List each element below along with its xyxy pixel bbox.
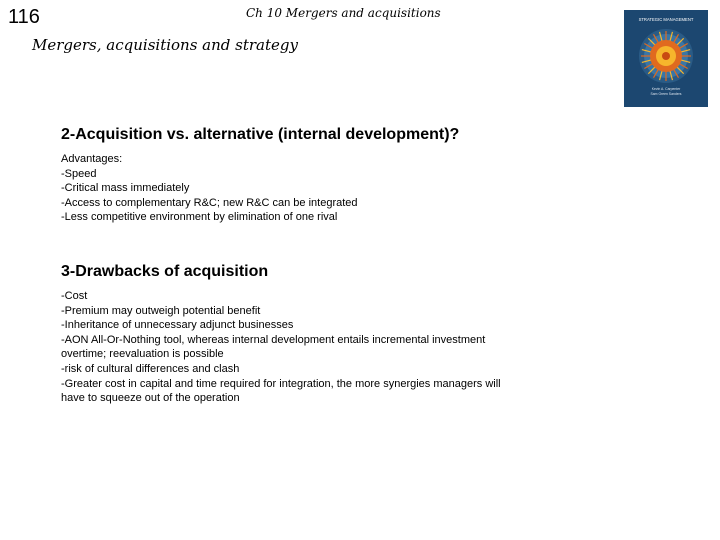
section-line: have to squeeze out of the operation: [61, 392, 240, 405]
section-line: -Cost: [61, 290, 88, 302]
section-line: Advantages:: [61, 153, 123, 165]
section-line: -Less competitive environment by elimination of one rival: [61, 211, 338, 224]
section-line: -Greater cost in capital and time required for integration, the more synergies managers will: [61, 377, 501, 390]
book-cover-image: [624, 10, 708, 107]
slide-title: Mergers, acquisitions and strategy: [32, 36, 298, 54]
sun-emblem-icon: [639, 29, 693, 83]
book-cover-author-1: Kevin A. Carpenter: [651, 87, 681, 91]
section-line: overtime; reevaluation is possible: [61, 348, 224, 361]
section-line: -Speed: [61, 167, 97, 180]
section-line: -risk of cultural differences and clash: [61, 362, 240, 375]
section-line: -Access to complementary R&C; new R&C can be integrated: [61, 196, 358, 209]
section-heading: 2-Acquisition vs. alternative (internal development)?: [61, 126, 460, 143]
section-drawbacks: [61, 262, 621, 406]
chapter-label: Ch 10 Mergers and acquisitions: [246, 6, 441, 20]
section-line: -Critical mass immediately: [61, 182, 190, 195]
section-line: -AON All-Or-Nothing tool, whereas internal development entails incremental investment: [61, 333, 486, 346]
book-cover-title: STRATEGIC MANAGEMENT: [638, 17, 694, 22]
section-line: -Inheritance of unnecessary adjunct businesses: [61, 319, 294, 332]
page-number: 116: [8, 6, 40, 28]
section-heading: 3-Drawbacks of acquisition: [61, 263, 269, 280]
section-acquisition-vs-alternative: [61, 125, 621, 225]
section-line: -Premium may outweigh potential benefit: [61, 304, 261, 317]
book-cover-author-2: Sam Green Sanders: [650, 92, 682, 96]
